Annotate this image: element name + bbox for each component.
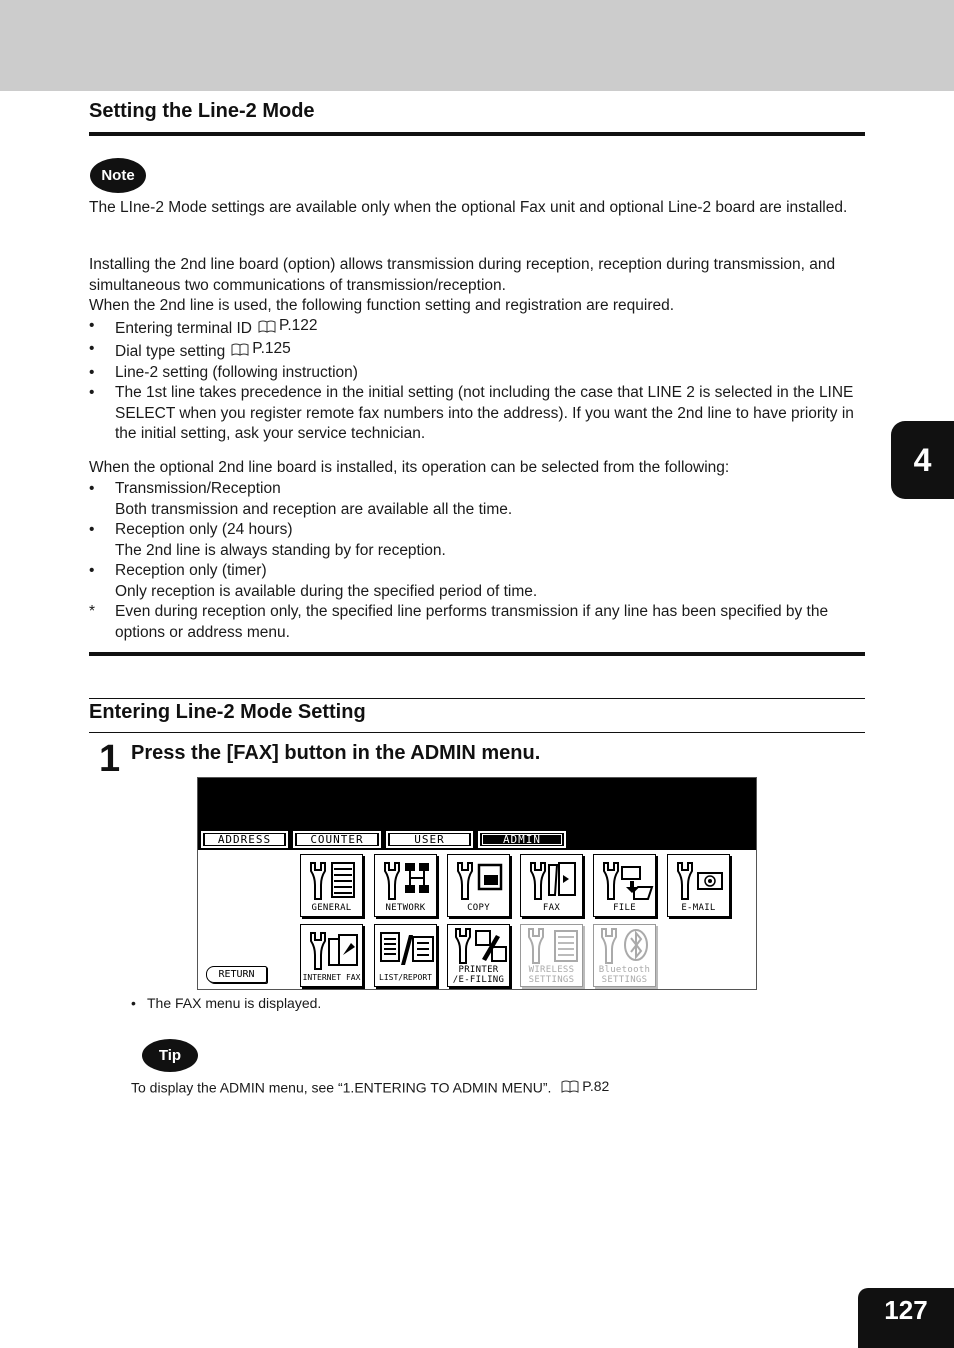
- section-rule: [89, 132, 865, 136]
- intro-text: Installing the 2nd line board (option) allows transmission during reception, reception during transmission, and simultaneous two communications of transmission/reception.: [89, 256, 836, 294]
- step-number: 1: [99, 738, 121, 780]
- list-item: • Dial type setting P.125: [89, 340, 291, 360]
- bluetooth-settings-button[interactable]: Bluetooth SETTINGS: [593, 924, 656, 987]
- tip-text: To display the ADMIN menu, see “1.ENTERING TO ADMIN MENU”. P.82: [131, 1078, 610, 1096]
- internet-fax-button[interactable]: INTERNET FAX: [300, 924, 363, 987]
- list-item: * Even during reception only, the specified line performs transmission if any line has been specified by the options or address menu.: [89, 603, 829, 641]
- required-intro: When the 2nd line is used, the following function setting and registration are required.: [89, 297, 675, 314]
- header-band: [0, 0, 954, 91]
- wrench-icon: [521, 925, 584, 967]
- subsection-title: Entering Line-2 Mode Setting: [89, 701, 366, 723]
- wrench-icon: [301, 855, 364, 905]
- admin-menu-screen: [197, 777, 757, 990]
- list-report-icon: [375, 925, 438, 975]
- list-item: • Transmission/Reception Both transmission and reception are available all the time.: [89, 480, 513, 518]
- list-item: • Reception only (timer) Only reception is available during the specified period of time.: [89, 562, 538, 600]
- wrench-icon: [448, 855, 511, 905]
- page-reference[interactable]: P.125: [231, 339, 291, 360]
- list-report-button[interactable]: LIST/REPORT: [374, 924, 437, 987]
- wrench-icon: [594, 925, 657, 967]
- page-reference[interactable]: P.82: [561, 1078, 609, 1094]
- tab-address[interactable]: ADDRESS: [201, 831, 288, 848]
- book-icon: [231, 343, 249, 356]
- general-button[interactable]: GENERAL: [300, 854, 363, 917]
- wrench-icon: [521, 855, 584, 905]
- network-button[interactable]: NETWORK: [374, 854, 437, 917]
- subsection-rule-bottom: [89, 732, 865, 733]
- subsection-rule-top: [89, 698, 865, 699]
- options-list: [89, 479, 865, 643]
- wrench-icon: [594, 855, 657, 905]
- list-item: • Reception only (24 hours) The 2nd line is always standing by for reception.: [89, 521, 446, 559]
- book-icon: [561, 1080, 579, 1093]
- step-instruction: Press the [FAX] button in the ADMIN menu.: [131, 742, 541, 764]
- copy-button[interactable]: COPY: [447, 854, 510, 917]
- required-list: [89, 316, 865, 445]
- options-intro: When the optional 2nd line board is installed, its operation can be selected from the following:: [89, 459, 730, 476]
- wrench-icon: [375, 855, 438, 905]
- wrench-icon: [448, 925, 511, 967]
- section-title: Setting the Line-2 Mode: [89, 100, 315, 122]
- fax-button[interactable]: FAX: [520, 854, 583, 917]
- tab-admin[interactable]: ADMIN: [478, 831, 566, 848]
- note-badge: Note: [90, 158, 146, 193]
- printer-efiling-button[interactable]: PRINTER /E-FILING: [447, 924, 510, 987]
- page-reference[interactable]: P.122: [258, 316, 318, 337]
- page-number: 127: [858, 1288, 954, 1348]
- email-button[interactable]: E-MAIL: [667, 854, 730, 917]
- return-button[interactable]: RETURN: [206, 966, 267, 983]
- tab-counter[interactable]: COUNTER: [293, 831, 381, 848]
- tab-user[interactable]: USER: [386, 831, 473, 848]
- note-text: The LIne-2 Mode settings are available only when the optional Fax unit and optional Line-2 board are installed.: [89, 199, 848, 216]
- list-item: • Entering terminal ID P.122: [89, 317, 318, 337]
- section-end-rule: [89, 652, 865, 656]
- result-bullet: • The FAX menu is displayed.: [131, 995, 322, 1011]
- book-icon: [258, 320, 276, 333]
- wrench-icon: [668, 855, 731, 905]
- list-item: • The 1st line takes precedence in the initial setting (not including the case that LINE 2 is selected in the LINE SELECT when you register remote fax numbers into the address). If you want the 2nd line to have priority in the initial setting, ask your service technician.: [89, 384, 854, 442]
- chapter-tab: 4: [891, 421, 954, 499]
- file-button[interactable]: FILE: [593, 854, 656, 917]
- wireless-settings-button[interactable]: WIRELESS SETTINGS: [520, 924, 583, 987]
- wrench-icon: [301, 925, 364, 975]
- tip-badge: Tip: [142, 1039, 198, 1072]
- list-item: • Line-2 setting (following instruction): [89, 363, 358, 381]
